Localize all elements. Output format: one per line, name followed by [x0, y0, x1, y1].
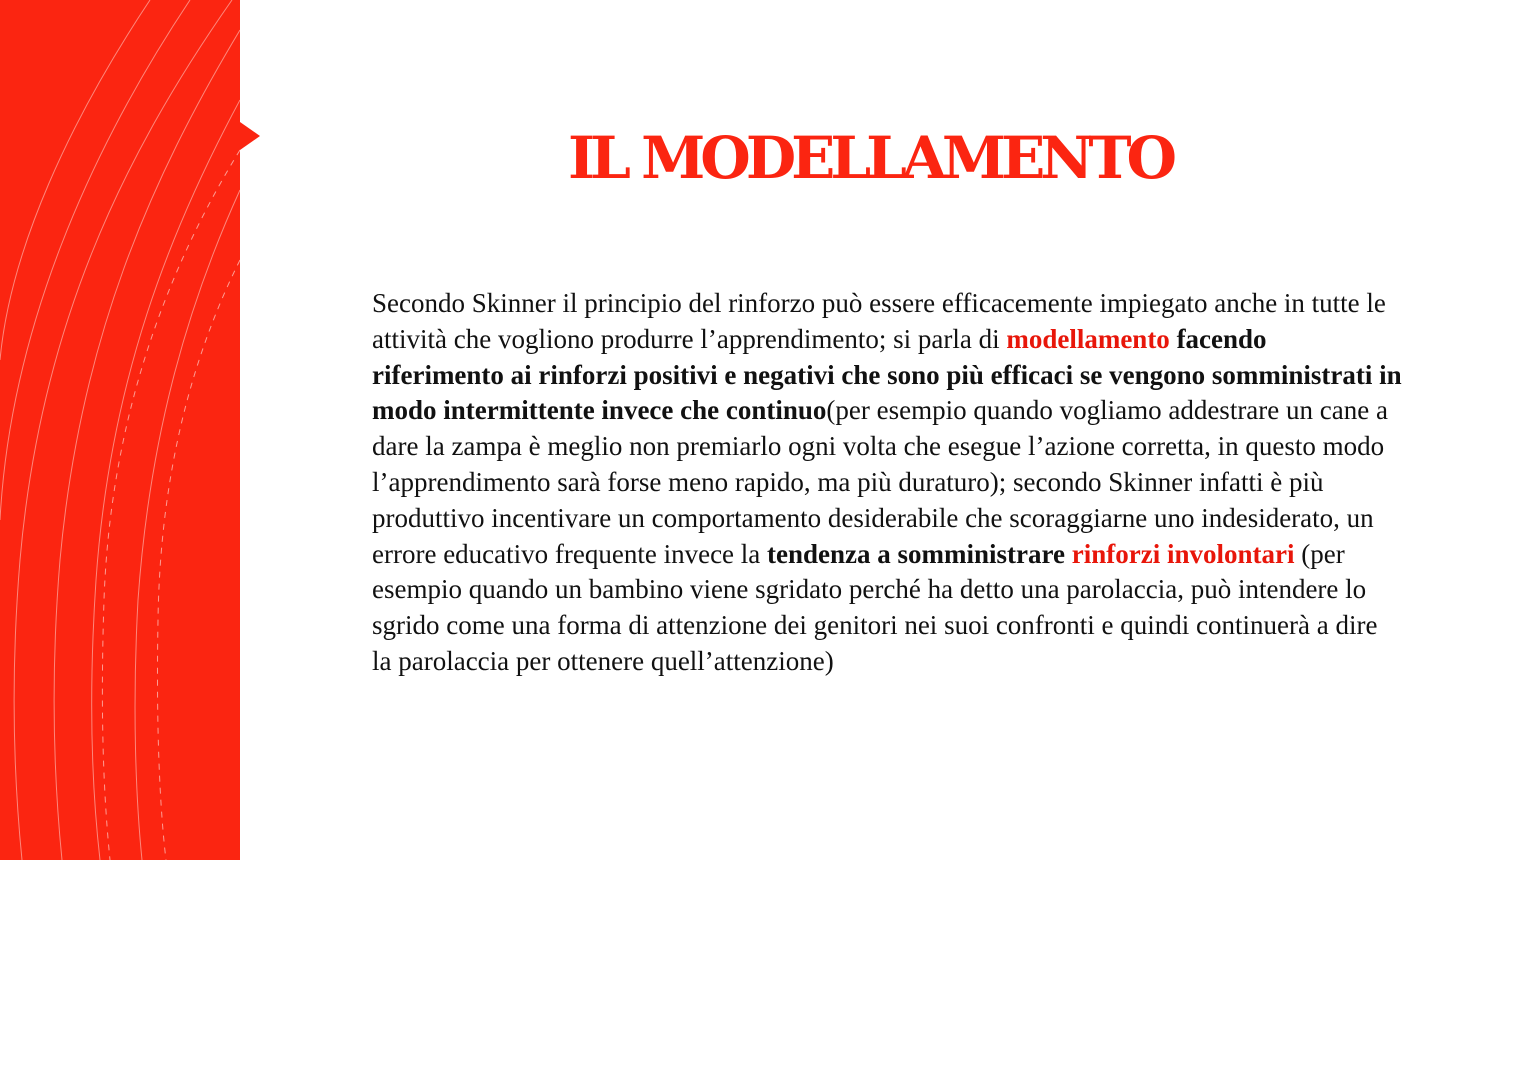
arc-line [135, 190, 240, 860]
highlight-term-rinforzi-involontari: rinforzi involontari [1071, 538, 1295, 569]
arc-line [14, 0, 232, 860]
text-segment: Secondo Skinner il principio del rinforzo può essere efficacemente impiegato anche in tutte le attività che vogliono produrre l’apprendimento; si parla di [372, 288, 1386, 354]
arc-dashed-line [157, 260, 240, 860]
slide-title: IL MODELLAMENTO [568, 124, 1173, 192]
arc-line [0, 0, 190, 520]
bold-segment: facendo riferimento ai rinforzi positivi e negativi che sono più efficaci se vengono somministrati in modo intermittente invece che continuo [372, 323, 1402, 426]
text-segment: (per esempio quando vogliamo addestrare un cane a dare la zampa è meglio non premiarlo ogni volta che esegue l’azione corretta, in questo modo l’apprendimento sarà forse meno rapido, ma più duraturo); secondo Skinner infatti è più produttivo incentivare un comportamento desiderabile che scoraggiarne uno indesiderato, un errore educativo frequente invece la [372, 395, 1388, 569]
text-segment: (per esempio quando un bambino viene sgridato perché ha detto una parolaccia, può intendere lo sgrido come una forma di attenzione dei genitori nei suoi confronti e quindi continuerà a dire la parolaccia per ottenere quell’attenzione) [372, 538, 1378, 676]
body-paragraph [372, 286, 1402, 680]
decorative-arcs [0, 0, 240, 860]
highlight-term-modellamento: modellamento [1006, 323, 1170, 354]
panel-pointer-triangle [240, 122, 260, 150]
arc-dashed-line [102, 150, 240, 860]
bold-segment: tendenza a somministrare [767, 538, 1065, 569]
arc-line [0, 0, 150, 360]
arc-line [92, 100, 240, 860]
decorative-side-panel [0, 0, 240, 860]
